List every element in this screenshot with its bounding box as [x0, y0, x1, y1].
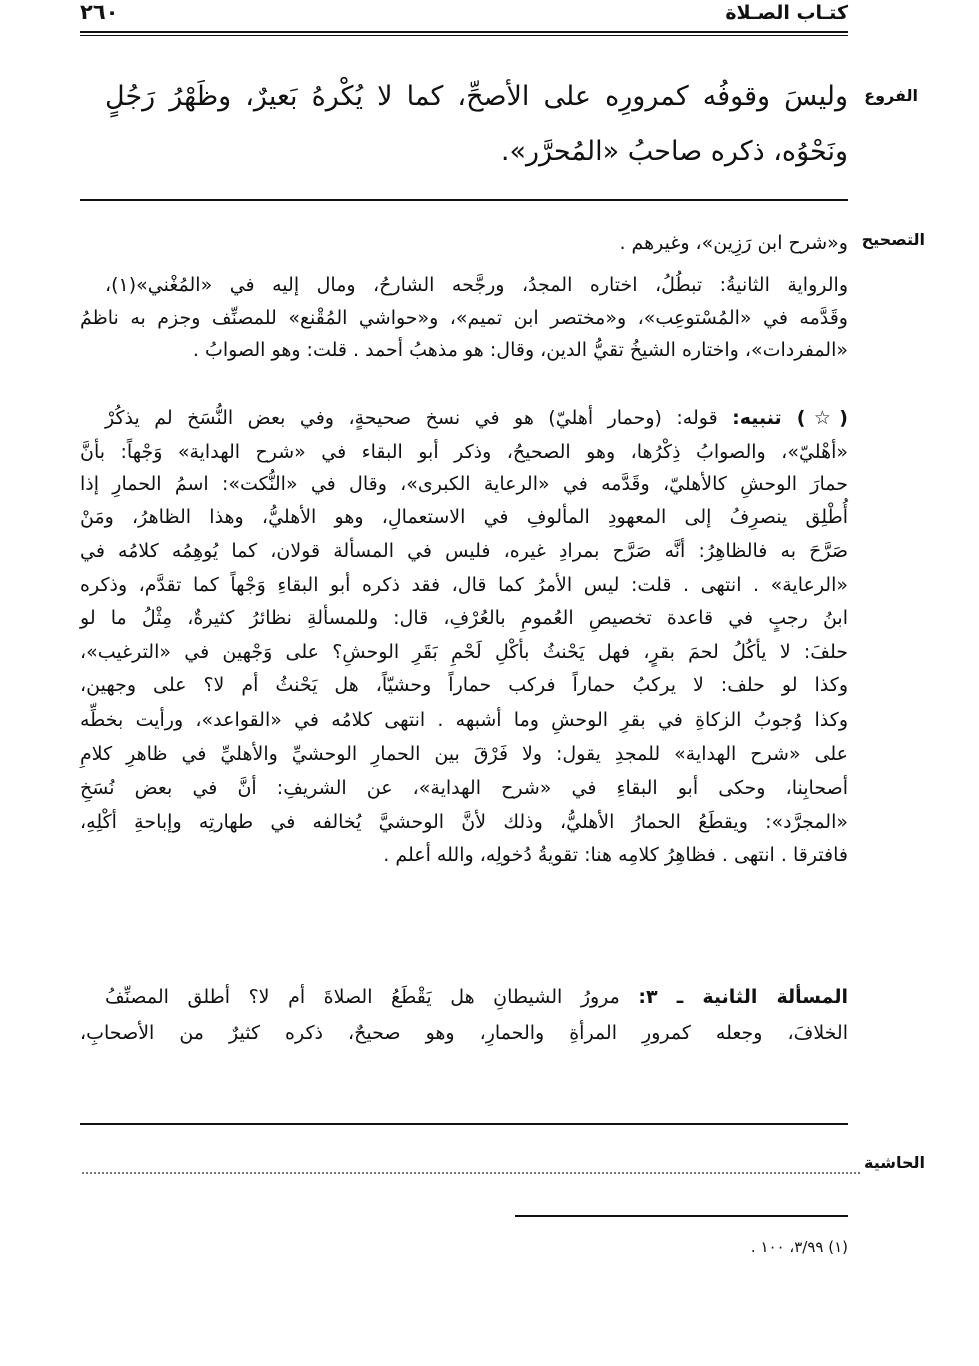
masala-line [105, 982, 848, 1012]
tanbih-line: حمارَ الوحشِ كالأهليّ، وقَدَّمه في «الرعاية الكبرى»، وقال في «النُّكت»: اسمُ الحمارِ إذا [80, 473, 848, 495]
tanbih-line: أصحابِنا، وحكى أبو البقاءِ في «شرح الهداية»، عن الشريفِ: أنَّ في بعض نُسَخِ [80, 777, 848, 799]
tanbih-line: ابنُ رجبٍ في قاعدة تخصيصِ العُمومِ بالعُرْفِ، قال: وللمسألةِ نظائرُ كثيرةٌ، مِثْلُ ما لو [80, 607, 848, 629]
tanbih-line: «المجرَّد»: ويقطَعُ الحمارُ الأهليُّ، وذلك لأنَّ الوحشيَّ يُخالفه في طهارتِه وإباحةِ أكْلِهِ، [80, 811, 848, 833]
masala-line: الخلافَ، وجعله كمرورِ المرأةِ والحمارِ، وهو صحيحٌ، ذكره كثيرٌ من الأصحابِ، [80, 1022, 848, 1044]
tanbih-heading: (☆) تنبيه: [732, 407, 848, 429]
furu-line: وليسَ وقوفُه كمرورِه على الأصحِّ، كما لا يُكْرهُ بَعيرٌ، وظَهْرُ رَجُلٍ [105, 81, 848, 112]
tashih-line: و«شرح ابن رَزِين»، وغيرهم . [619, 232, 848, 254]
tanbih-line: فافترقا . انتهى . فظاهِرُ كلامِه هنا: تقويةُ دُخولِه، والله أعلم . [383, 844, 848, 866]
tanbih-line: على «شرح الهداية» للمجدِ يقول: ولا فَرْقَ بين الحمارِ الوحشيِّ والأهليِّ في ظاهرِ كلامِ [80, 743, 848, 765]
footnote: (١) ٣/٩٩، ١٠٠ . [750, 1238, 848, 1256]
tashih-line: «المفردات»، واختاره الشيخُ تقيُّ الدين، وقال: هو مذهبُ أحمد . قلت: وهو الصوابُ . [192, 339, 848, 361]
furu-line: ونَحْوُه، ذكره صاحبُ «المُحرَّر». [500, 136, 848, 167]
masala-text: مرورُ الشيطانِ هل يَقْطَعُ الصلاةَ أم لا؟ أطلق المصنِّفُ [105, 986, 620, 1008]
tashih-line: والرواية الثانيةُ: تبطُلُ، اختاره المجدُ، ورجَّحه الشارحُ، ومال إليه في «المُغْني»(١)، [105, 274, 848, 296]
section-label-tashih: التصحيح [861, 230, 925, 249]
footnote-rule [515, 1215, 848, 1217]
tanbih-line: أُطْلِق ينصرِفُ إلى المعهودِ المألوفِ في الاستعمالِ، وهو الأهليُّ، وهذا الظاهرُ، ومَنْ [80, 506, 848, 528]
hashiya-dotted-line [82, 1172, 860, 1174]
tanbih-line: «أهْليّ»، والصوابُ ذِكْرُها، وهو الصحيحُ، وذكر أبو البقاء في «شرح الهداية» وَجْهاً: بأنَّ [80, 441, 848, 463]
section-label-furu: الفروع [864, 86, 918, 105]
page-number: ٢٦٠ [80, 0, 119, 24]
tanbih-line: صَرَّحَ به فالظاهِرُ: أنَّه صَرَّح بمرادِ غيره، فليس في المسألة قولان، كما يُوهِمُه كلامُه في [80, 540, 848, 562]
tanbih-line: «الرعاية» . انتهى . قلت: ليس الأمرُ كما قال، فقد ذكره أبو البقاءِ وَجْهاً كما تقدَّم، وذكره [80, 574, 848, 596]
section-label-hashiya: الحاشية [864, 1153, 925, 1172]
header-rule [80, 31, 848, 33]
tanbih-line: وكذا وُجوبُ الزكاةِ في بقرِ الوحشِ وما أشبهه . انتهى كلامُه في «القواعد»، ورأيت بخطِّه [80, 709, 848, 731]
section-rule [80, 1123, 848, 1125]
tanbih-line: وكذا لو حلف: لا يركبُ حماراً فركب حماراً وحشيّاً، هل يَحْنثُ أم لا؟ على وجهين، [80, 674, 848, 696]
tanbih-line [105, 403, 848, 433]
tashih-line: وقَدَّمه في «المُسْتوعِب»، و«مختصر ابن تميم»، و«حواشي المُقْنع» للمصنِّف وجزم به ناظمُ [80, 307, 848, 329]
running-title: كتـاب الصـلاة [725, 2, 848, 24]
tanbih-line: حلفَ: لا يأكُلُ لحمَ بقرٍ، فهل يَحْنثُ بأكْلِ لَحْمِ بَقَرِ الوحشِ؟ على وَجْهين في «الترغيب»، [80, 641, 848, 663]
tanbih-text: قوله: (وحمار أهليّ) هو في نسخ صحيحةٍ، وفي بعض النُّسَخ لم يذكُرْ [105, 407, 718, 429]
masala-heading: المسألة الثانية ـ ٣: [638, 986, 848, 1008]
section-rule [80, 199, 848, 201]
header-rule-thin [80, 35, 848, 36]
